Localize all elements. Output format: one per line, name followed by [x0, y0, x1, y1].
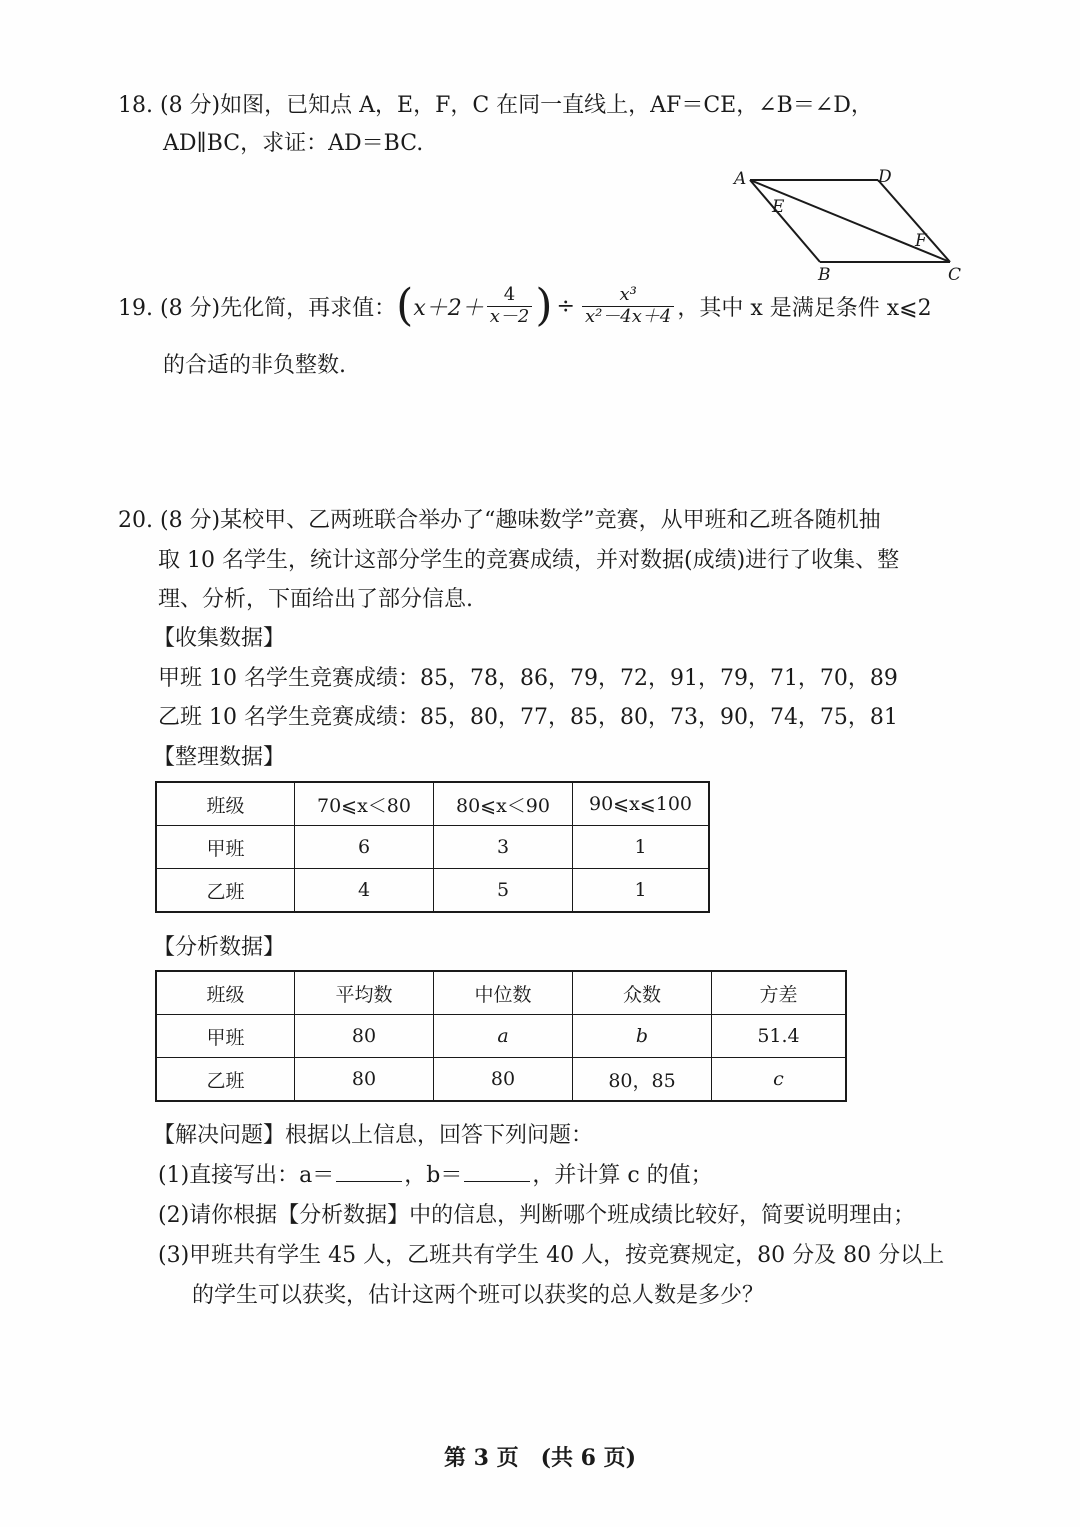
fraction-2-denominator: x²－4x＋4: [582, 306, 674, 328]
part-1: [158, 1158, 713, 1189]
table-cell: 80⩽x＜90: [434, 782, 573, 826]
table-cell: 方差: [712, 971, 847, 1015]
table-cell: 1: [573, 869, 710, 913]
q19-line1: [118, 280, 932, 332]
q19-expr-a: x＋2＋: [413, 295, 484, 321]
q19-line2: 的合适的非负整数.: [163, 353, 346, 378]
label-b: B: [818, 265, 831, 285]
answer-blank-b[interactable]: [464, 1163, 530, 1182]
right-paren: ): [535, 280, 553, 331]
table-cell: 80，85: [573, 1058, 712, 1102]
table-cell: a: [434, 1015, 573, 1058]
statistics-table: [155, 970, 847, 1102]
table-row: [156, 782, 709, 826]
part-1-a: (1)直接写出：a＝: [158, 1163, 335, 1188]
fraction-1-numerator: 4: [503, 283, 516, 305]
table-row: [156, 869, 709, 913]
fraction-2-numerator: x³: [619, 283, 637, 305]
table-cell: 80: [295, 1015, 434, 1058]
table-cell: 80: [434, 1058, 573, 1102]
solve-heading: 【解决问题】根据以上信息，回答下列问题：: [153, 1123, 594, 1148]
table-cell: 中位数: [434, 971, 573, 1015]
table-row: [156, 1015, 846, 1058]
table-cell: 5: [434, 869, 573, 913]
table-row: [156, 971, 846, 1015]
table-cell: 甲班: [156, 826, 295, 869]
part-3-line1: (3)甲班共有学生 45 人，乙班共有学生 40 人，按竞赛规定，80 分及 80 分以上: [158, 1243, 945, 1268]
frequency-table: [155, 781, 710, 913]
label-c: C: [948, 265, 962, 285]
q20-line1: 20. (8 分)某校甲、乙两班联合举办了“趣味数学”竞赛，从甲班和乙班各随机抽: [118, 508, 881, 533]
table-cell: 3: [434, 826, 573, 869]
part-1-b: ，b＝: [404, 1163, 463, 1188]
table-cell: 90⩽x⩽100: [573, 782, 710, 826]
q18-figure: [730, 162, 970, 287]
label-e: E: [772, 197, 785, 217]
table-cell: 班级: [156, 971, 295, 1015]
table-row: [156, 1058, 846, 1102]
division-sign: ÷: [556, 293, 575, 319]
q19-prefix: 19. (8 分)先化简，再求值：: [118, 295, 397, 321]
q19-fraction-1: [487, 285, 533, 327]
part-2: (2)请你根据【分析数据】中的信息，判断哪个班成绩比较好，简要说明理由；: [158, 1203, 916, 1228]
table-cell: 乙班: [156, 869, 295, 913]
q18-line1: 18. (8 分)如图，已知点 A，E，F，C 在同一直线上，AF＝CE，∠B＝∠D，: [118, 93, 873, 118]
table-cell: 51.4: [712, 1015, 847, 1058]
table-cell: 班级: [156, 782, 295, 826]
label-d: D: [878, 167, 892, 187]
page-number: 第 3 页 (共 6 页): [443, 1445, 637, 1471]
q20-line2: 取 10 名学生，统计这部分学生的竞赛成绩，并对数据(成绩)进行了收集、整: [158, 548, 900, 573]
organize-heading: 【整理数据】: [153, 745, 286, 770]
part-1-c: ，并计算 c 的值；: [532, 1163, 713, 1188]
table-cell: b: [573, 1015, 712, 1058]
part-3-line2: 的学生可以获奖，估计这两个班可以获奖的总人数是多少？: [192, 1283, 765, 1308]
q20-line3: 理、分析，下面给出了部分信息.: [158, 587, 473, 612]
analyze-heading: 【分析数据】: [153, 935, 286, 960]
q19-fraction-2: [582, 285, 674, 327]
segment-dc: [878, 180, 950, 262]
collect-heading: 【收集数据】: [153, 626, 286, 651]
table-cell: 4: [295, 869, 434, 913]
table-cell: 6: [295, 826, 434, 869]
fraction-1-denominator: x－2: [487, 306, 533, 328]
table-cell: 乙班: [156, 1058, 295, 1102]
q19-suffix: ，其中 x 是满足条件 x⩽2: [677, 295, 932, 321]
label-f: F: [915, 231, 927, 251]
answer-blank-a[interactable]: [336, 1163, 402, 1182]
label-a: A: [734, 169, 747, 189]
table-cell: 1: [573, 826, 710, 869]
table-cell: 平均数: [295, 971, 434, 1015]
table-cell: c: [712, 1058, 847, 1102]
q18-line2: AD∥BC，求证：AD＝BC.: [163, 131, 424, 156]
yi-scores: 乙班 10 名学生竞赛成绩：85，80，77，85，80，73，90，74，75，81: [158, 705, 898, 730]
table-row: [156, 826, 709, 869]
table-cell: 众数: [573, 971, 712, 1015]
table-cell: 80: [295, 1058, 434, 1102]
jia-scores: 甲班 10 名学生竞赛成绩：85，78，86，79，72，91，79，71，70，89: [158, 666, 898, 691]
table-cell: 甲班: [156, 1015, 295, 1058]
left-paren: (: [396, 280, 414, 331]
segment-ab: [750, 180, 820, 262]
table-cell: 70⩽x＜80: [295, 782, 434, 826]
